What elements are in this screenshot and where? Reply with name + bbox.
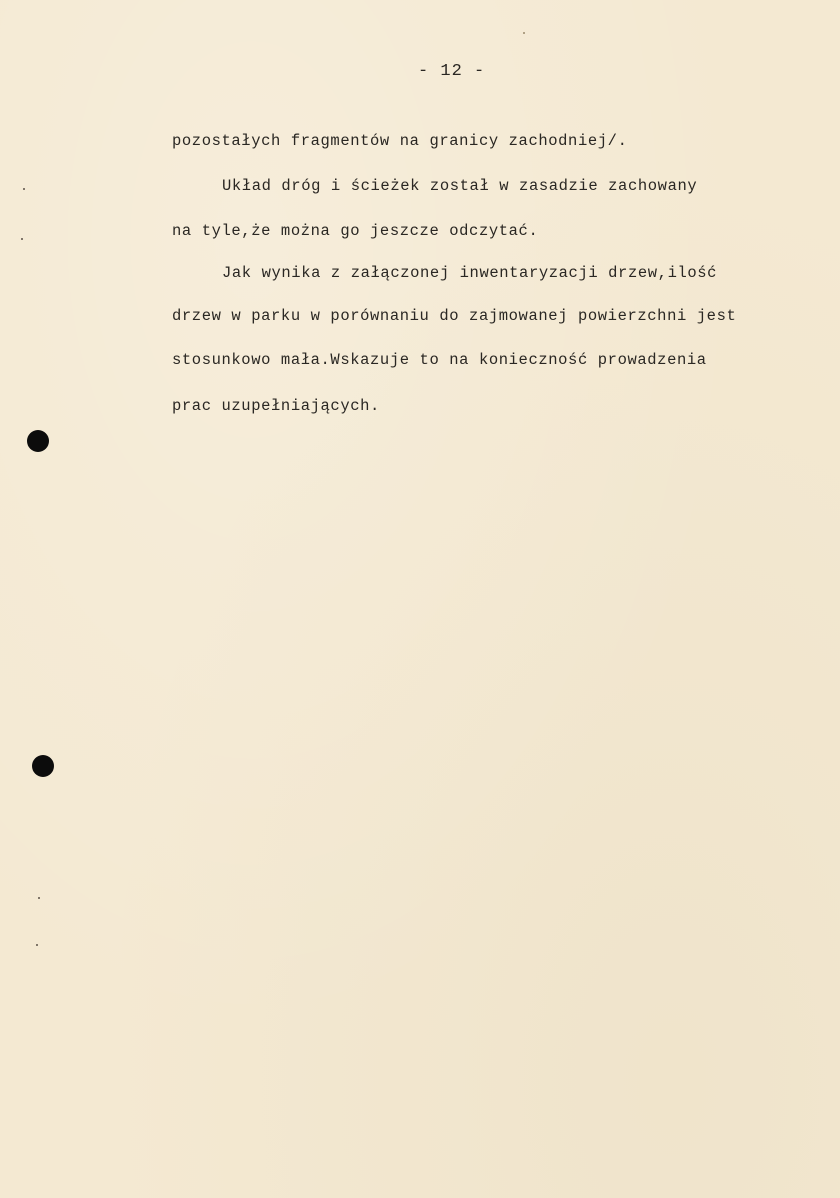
paragraph-2-line-1: Układ dróg i ścieżek został w zasadzie zachowany: [222, 177, 698, 195]
paper-speck: [523, 32, 525, 34]
paper-speck: [38, 897, 40, 899]
punch-hole-bottom: [32, 755, 54, 777]
paragraph-3-line-4: prac uzupełniających.: [172, 397, 380, 415]
paper-speck: [23, 188, 25, 190]
paragraph-3-line-3: stosunkowo mała.Wskazuje to na konieczność prowadzenia: [172, 351, 707, 369]
paper-speck: [21, 238, 23, 240]
paragraph-3-line-1: Jak wynika z załączonej inwentaryzacji drzew,ilość: [222, 264, 718, 282]
paper-speck: [36, 944, 38, 946]
paragraph-3-line-2: drzew w parku w porównaniu do zajmowanej powierzchni jest: [172, 307, 737, 325]
punch-hole-top: [27, 430, 49, 452]
paragraph-1-line-1: pozostałych fragmentów na granicy zachodniej/.: [172, 132, 628, 150]
paragraph-2-line-2: na tyle,że można go jeszcze odczytać.: [172, 222, 539, 240]
page-number: - 12 -: [418, 62, 486, 81]
